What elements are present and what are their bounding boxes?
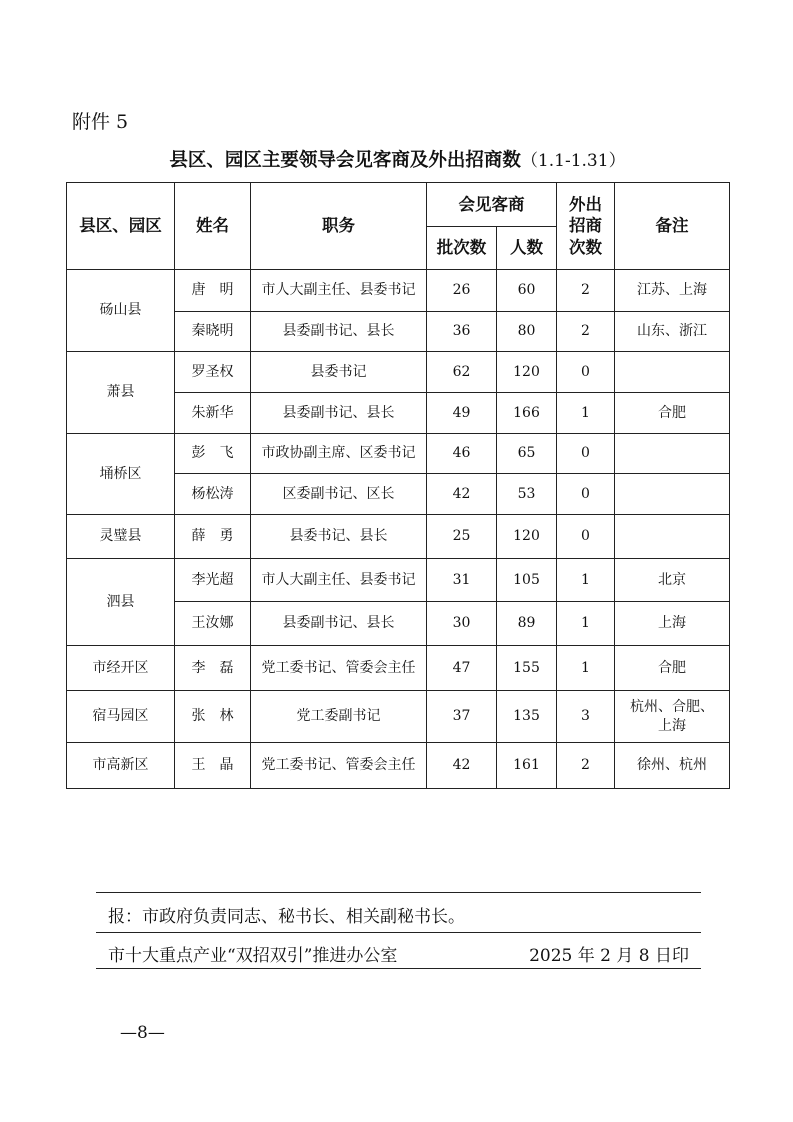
table-row [67,270,730,312]
cell-people: 105 [497,559,557,602]
cell-position: 县委副书记、县长 [251,602,427,646]
cell-batches: 46 [427,434,497,474]
cell-remark: 杭州、合肥、上海 [615,691,730,743]
cell-name: 秦晓明 [175,312,251,352]
table-row [67,515,730,559]
issuer-name: 市十大重点产业“双招双引”推进办公室 [108,946,398,966]
header-people: 人数 [497,227,557,270]
cell-name: 薛 勇 [175,515,251,559]
header-meet-clients: 会见客商 [427,183,557,227]
report-to-line: 报：市政府负责同志、秘书长、相关副秘书长。 [108,907,465,927]
cell-remark: 山东、浙江 [615,312,730,352]
footer-bottom-rule [96,968,701,969]
cell-trips: 2 [557,743,615,789]
cell-trips: 0 [557,515,615,559]
header-name: 姓名 [175,183,251,270]
cell-name: 李光超 [175,559,251,602]
cell-position: 党工委书记、管委会主任 [251,743,427,789]
table-row [67,434,730,474]
header-trips-line2: 招商 [569,216,602,236]
cell-county: 灵璧县 [67,515,175,559]
cell-batches: 49 [427,393,497,434]
cell-people: 89 [497,602,557,646]
cell-batches: 25 [427,515,497,559]
cell-people: 120 [497,352,557,393]
cell-name: 彭 飞 [175,434,251,474]
cell-trips: 2 [557,312,615,352]
cell-trips: 0 [557,352,615,393]
cell-county: 泗县 [67,559,175,646]
cell-position: 县委副书记、县长 [251,312,427,352]
cell-people: 161 [497,743,557,789]
table-row [67,352,730,393]
cell-position: 区委副书记、区长 [251,474,427,515]
cell-batches: 37 [427,691,497,743]
header-batches: 批次数 [427,227,497,270]
cell-people: 155 [497,646,557,691]
cell-county: 市高新区 [67,743,175,789]
cell-name: 张 林 [175,691,251,743]
cell-name: 朱新华 [175,393,251,434]
cell-remark: 徐州、杭州 [615,743,730,789]
table-row [67,646,730,691]
cell-trips: 3 [557,691,615,743]
cell-trips: 1 [557,559,615,602]
cell-people: 120 [497,515,557,559]
print-date: 2025 年 2 月 8 日印 [529,946,689,966]
cell-position: 市人大副主任、县委书记 [251,559,427,602]
cell-trips: 1 [557,393,615,434]
cell-position: 党工委书记、管委会主任 [251,646,427,691]
cell-people: 166 [497,393,557,434]
cell-remark [615,434,730,474]
cell-name: 李 磊 [175,646,251,691]
table-row [67,743,730,789]
cell-batches: 26 [427,270,497,312]
cell-position: 县委书记 [251,352,427,393]
header-trips [557,183,615,270]
cell-position: 党工委副书记 [251,691,427,743]
cell-county: 市经开区 [67,646,175,691]
title-date-range: （1.1-1.31） [520,151,626,171]
cell-people: 135 [497,691,557,743]
cell-remark [615,352,730,393]
table-row [67,691,730,743]
cell-trips: 0 [557,474,615,515]
cell-position: 县委书记、县长 [251,515,427,559]
cell-name: 罗圣权 [175,352,251,393]
header-remark: 备注 [615,183,730,270]
cell-remark: 合肥 [615,393,730,434]
cell-people: 60 [497,270,557,312]
cell-county: 砀山县 [67,270,175,352]
cell-remark: 上海 [615,602,730,646]
header-trips-line3: 次数 [569,237,602,257]
footer-top-rule [96,892,701,893]
leaders-table [66,182,730,789]
cell-remark: 江苏、上海 [615,270,730,312]
cell-county: 宿马园区 [67,691,175,743]
cell-trips: 0 [557,434,615,474]
footer-middle-rule [96,932,701,933]
attachment-label: 附件 5 [72,111,129,133]
header-county: 县区、园区 [67,183,175,270]
cell-name: 王 晶 [175,743,251,789]
page-number: —8— [120,1023,165,1043]
cell-position: 市人大副主任、县委书记 [251,270,427,312]
cell-people: 65 [497,434,557,474]
cell-position: 县委副书记、县长 [251,393,427,434]
cell-trips: 1 [557,646,615,691]
header-trips-line1: 外出 [569,194,602,214]
title-text: 县区、园区主要领导会见客商及外出招商数 [169,150,521,171]
cell-batches: 30 [427,602,497,646]
cell-trips: 2 [557,270,615,312]
cell-batches: 31 [427,559,497,602]
cell-batches: 36 [427,312,497,352]
cell-position: 市政协副主席、区委书记 [251,434,427,474]
table-body [67,270,730,789]
cell-name: 唐 明 [175,270,251,312]
cell-trips: 1 [557,602,615,646]
cell-batches: 42 [427,474,497,515]
cell-batches: 62 [427,352,497,393]
cell-people: 53 [497,474,557,515]
table-row [67,559,730,602]
cell-batches: 42 [427,743,497,789]
issuer-line [96,941,701,966]
cell-remark [615,515,730,559]
cell-people: 80 [497,312,557,352]
cell-county: 萧县 [67,352,175,434]
cell-batches: 47 [427,646,497,691]
cell-remark: 北京 [615,559,730,602]
cell-county: 埇桥区 [67,434,175,515]
cell-name: 王汝娜 [175,602,251,646]
cell-name: 杨松涛 [175,474,251,515]
cell-remark: 合肥 [615,646,730,691]
document-title [66,146,729,172]
cell-remark [615,474,730,515]
header-position: 职务 [251,183,427,270]
